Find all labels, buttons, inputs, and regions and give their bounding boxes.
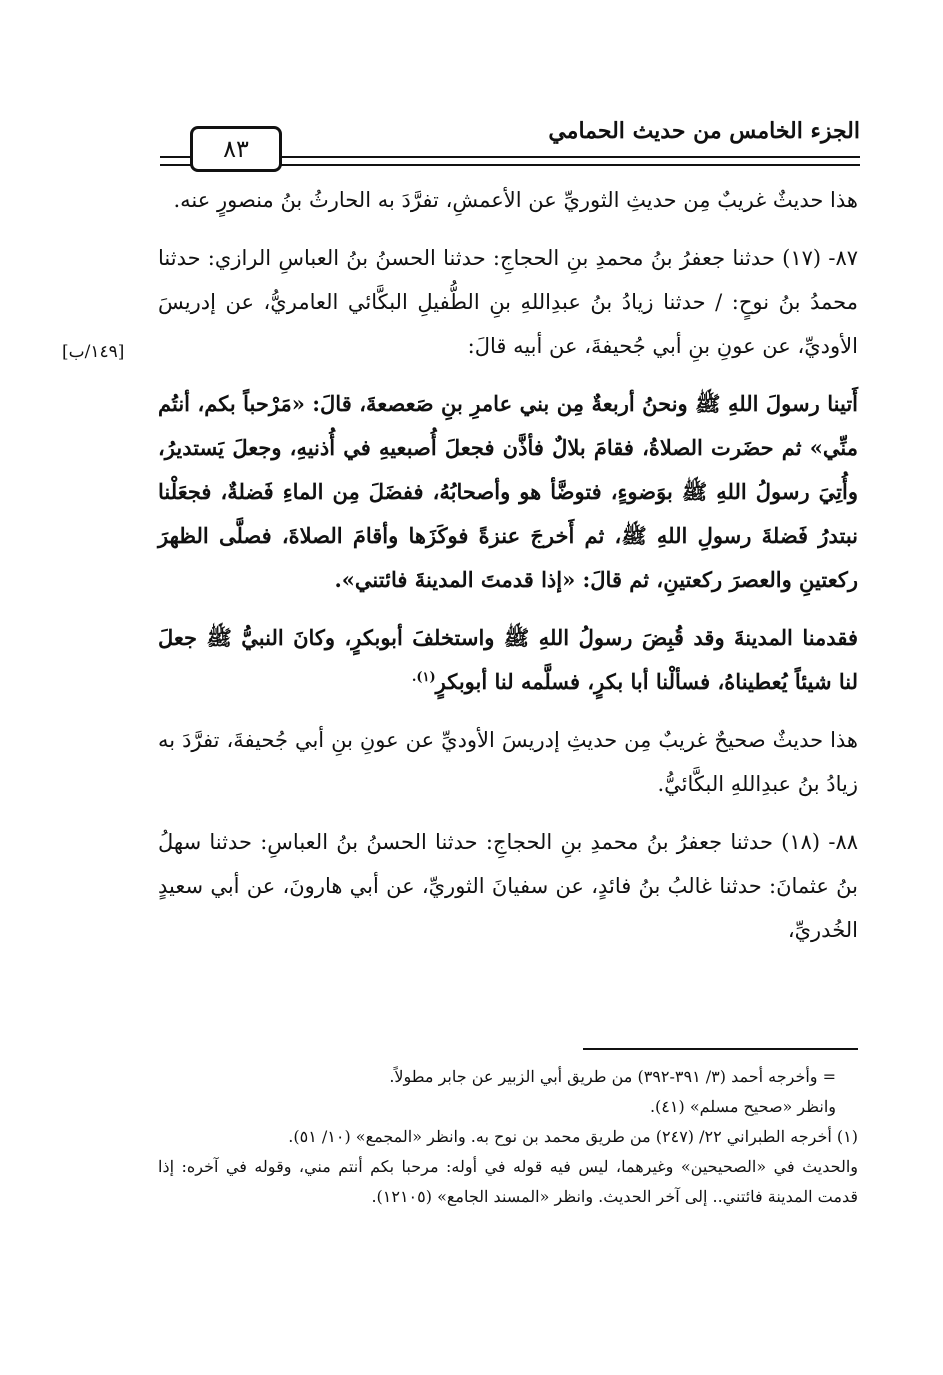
page-number: ٨٣ — [190, 126, 282, 172]
footnote-1: (١) أخرجه الطبراني ٢٢/ (٢٤٧) من طريق محمد بن نوح به. وانظر «المجمع» (١٠/ ٥١). — [288, 1127, 858, 1146]
main-text — [158, 178, 858, 966]
paragraph-4-matn — [158, 616, 858, 704]
footnote-continued-1: = وأخرجه أحمد (٣/ ٣٩١-٣٩٢) من طريق أبي الزبير عن جابر مطولاً. — [389, 1067, 836, 1086]
manuscript-folio-ref: [١٤٩/ب] — [62, 342, 125, 362]
running-title: الجزء الخامس من حديث الحمامي — [548, 118, 860, 144]
footnotes — [158, 1062, 858, 1212]
page-header — [160, 118, 860, 170]
paragraph-5-grading: هذا حديثٌ صحيحٌ غريبٌ مِن حديثِ إدريسَ الأوديِّ عن عونِ بنِ أبي جُحيفةَ، تفرَّدَ به زيادُ بنُ عبدِاللهِ البكَّائيُّ. — [158, 728, 858, 796]
paragraph-6-hadith-88: ٨٨- (١٨) حدثنا جعفرُ بنُ محمدِ بنِ الحجاجِ: حدثنا الحسنُ بنُ العباسِ: حدثنا سهلُ بنُ عثمانَ: حدثنا غالبُ بنُ فائدٍ، عن سفيانَ الثوريِّ، عن أبي هارونَ، عن أبي سعيدٍ الخُدريِّ، — [158, 830, 859, 942]
footnote-marker-1[interactable]: (١). — [411, 670, 436, 685]
footnote-1-continued: والحديث في «الصحيحين» وغيرهما، ليس فيه قوله في أوله: مرحبا بكم أنتم مني، وقوله في آخره: إذا قدمت المدينة فائتني.. إلى آخر الحديث. وانظر «المسند الجامع» (١٢١٠٥). — [158, 1157, 858, 1206]
paragraph-2-hadith-87: ٨٧- (١٧) حدثنا جعفرُ بنُ محمدِ بنِ الحجاجِ: حدثنا الحسنُ بنُ العباسِ الرازي: حدثنا محمدُ بنُ نوحٍ: / حدثنا زيادُ بنُ عبدِاللهِ بنِ الطُّفيلِ البكَّائي العامريُّ، عن إدريسَ الأوديِّ، عن عونِ بنِ أبي جُحيفةَ، عن أبيه قالَ: — [158, 246, 858, 358]
paragraph-1: هذا حديثٌ غريبٌ مِن حديثِ الثوريِّ عن الأعمشِ، تفرَّدَ به الحارثُ بنُ منصورٍ عنه. — [173, 188, 858, 212]
paragraph-4-text: فقدمنا المدينةَ وقد قُبِضَ رسولُ اللهِ ﷺ واستخلفَ أبوبكرٍ، وكانَ النبيُّ ﷺ جعلَ لنا شيئاً يُعطيناهُ، فسألْنا أبا بكرٍ، فسلَّمه لنا أبوبكرٍ — [158, 625, 858, 694]
footnote-separator — [583, 1048, 858, 1050]
footnote-continued-2: وانظر «صحيح مسلم» (٤١). — [649, 1097, 836, 1116]
paragraph-3-matn: أَتينا رسولَ اللهِ ﷺ ونحنُ أربعةٌ مِن بني عامرِ بنِ صَعصعةَ، قالَ: «مَرْحباً بكم، أنتُم منِّي» ثم حضَرت الصلاةُ، فقامَ بلالٌ فأذَّن فجعلَ أُصبعيهِ في أُذنيهِ، وجعلَ يَستديرُ، وأُتِيَ رسولُ اللهِ ﷺ بوَضوءٍ، فتوضَّأ هو وأصحابُهُ، ففضَلَ مِن الماءِ فَضلةٌ، فجعَلْنا نبتدرُ فَضلةَ رسولِ اللهِ ﷺ، ثم أَخرجَ عنزةً فوكَزَها وأقامَ الصلاةَ، فصلَّى الظهرَ ركعتينِ والعصرَ ركعتينِ، ثم قالَ: «إذا قدمتَ المدينةَ فائتني». — [158, 391, 858, 592]
